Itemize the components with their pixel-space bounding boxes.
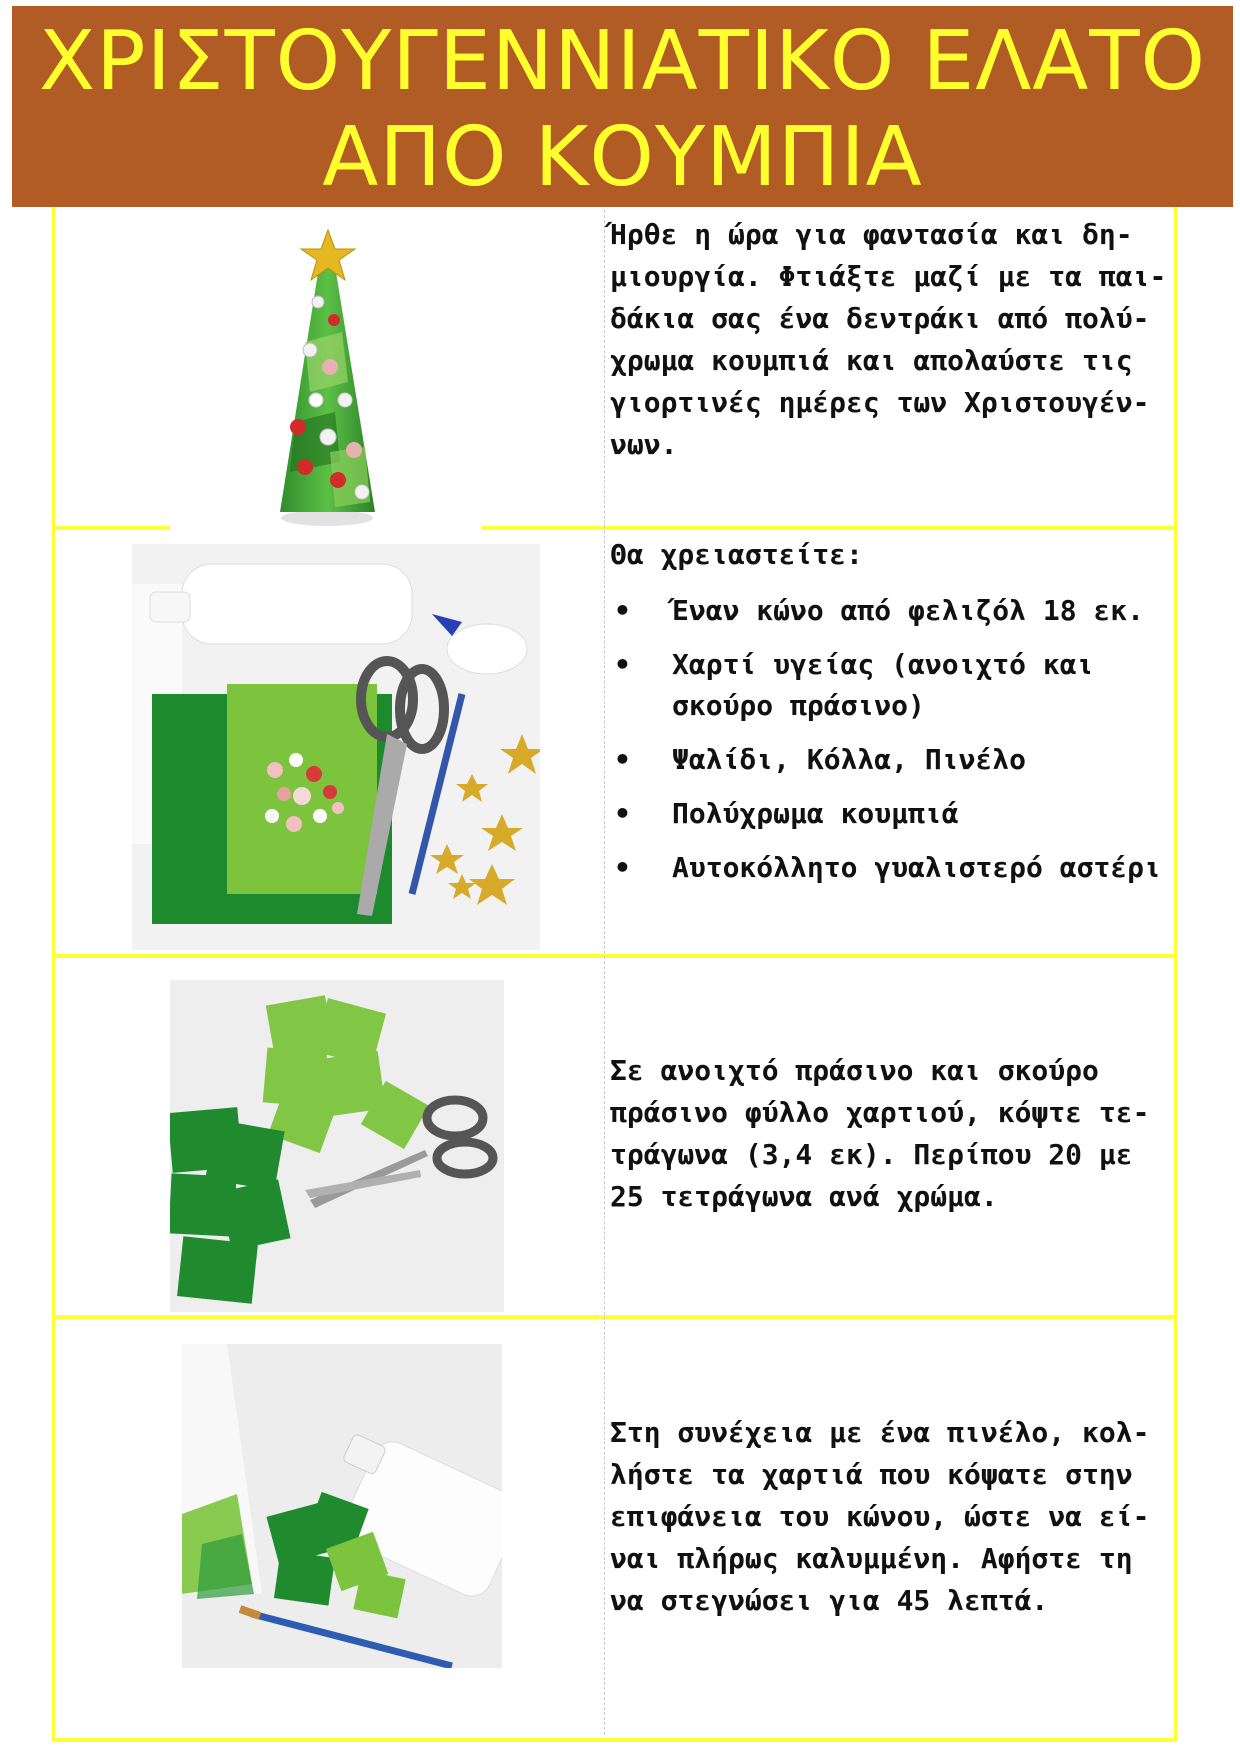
intro-line: χρωμα κουμπιά και απολαύστε τις xyxy=(610,344,1133,377)
bullet: • xyxy=(614,851,631,884)
step1-line: 25 τετράγωνα ανά χρώμα. xyxy=(610,1180,998,1213)
material-item-text: Αυτοκόλλητο γυαλιστερό αστέρι xyxy=(672,851,1161,884)
intro-line: μιουργία. Φτιάξτε μαζί με τα παι- xyxy=(610,260,1167,293)
materials-illustration xyxy=(132,544,540,950)
material-item-text: Ψαλίδι, Κόλλα, Πινέλο xyxy=(672,743,1027,776)
bullet: • xyxy=(614,648,631,681)
intro-text xyxy=(610,214,1170,466)
step1-line: πράσινο φύλλο χαρτιού, κόψτε τε- xyxy=(610,1096,1150,1129)
cut-squares-illustration xyxy=(170,980,504,1312)
list-item xyxy=(610,739,1170,780)
step2-line: Στη συνέχεια με ένα πινέλο, κολ- xyxy=(610,1416,1150,1449)
intro-line: Ήρθε η ώρα για φαντασία και δη- xyxy=(610,218,1133,251)
gluing-illustration xyxy=(182,1344,502,1668)
material-item-text: Έναν κώνο από φελιζόλ 18 εκ. xyxy=(672,594,1145,627)
list-item xyxy=(610,644,1170,726)
step1-text xyxy=(610,1050,1170,1218)
list-item xyxy=(610,793,1170,834)
row-divider-1a xyxy=(52,526,170,530)
title-banner xyxy=(12,6,1233,207)
table-border-left xyxy=(52,207,55,1742)
step2-text xyxy=(610,1412,1170,1622)
material-item-text: Πολύχρωμα κουμπιά xyxy=(672,797,959,830)
step1-line: τράγωνα (3,4 εκ). Περίπου 20 με xyxy=(610,1138,1133,1171)
intro-line: γιορτινές ημέρες των Χριστουγέν- xyxy=(610,386,1150,419)
column-divider xyxy=(604,210,605,1735)
list-item xyxy=(610,847,1170,888)
bullet: • xyxy=(614,594,631,627)
step2-line: επιφάνεια του κώνου, ώστε να εί- xyxy=(610,1500,1150,1533)
gluing-photo xyxy=(182,1344,502,1668)
list-item xyxy=(610,590,1170,631)
materials-list xyxy=(610,590,1170,888)
row-divider-3 xyxy=(52,1315,1177,1319)
row-divider-1b xyxy=(482,526,1176,530)
material-item-text: σκούρο πράσινο) xyxy=(672,689,925,722)
materials-photo xyxy=(132,544,540,950)
step1-line: Σε ανοιχτό πράσινο και σκούρο xyxy=(610,1054,1099,1087)
bullet: • xyxy=(614,743,631,776)
page-title-line1: ΧΡΙΣΤΟΥΓΕΝΝΙΑΤΙΚΟ ΕΛΑΤΟ xyxy=(38,14,1207,109)
intro-line: δάκια σας ένα δεντράκι από πολύ- xyxy=(610,302,1150,335)
intro-line: νων. xyxy=(610,428,678,461)
materials-block xyxy=(610,534,1170,901)
button-tree-illustration xyxy=(250,222,400,530)
step2-line: ναι πλήρως καλυμμένη. Αφήστε τη xyxy=(610,1542,1133,1575)
materials-heading: Θα χρειαστείτε: xyxy=(610,538,863,571)
step2-line: να στεγνώσει για 45 λεπτά. xyxy=(610,1584,1049,1617)
step2-line: λήστε τα χαρτιά που κόψατε στην xyxy=(610,1458,1133,1491)
cut-squares-photo xyxy=(170,980,504,1312)
page-title-line2: ΑΠΟ ΚΟΥΜΠΙΑ xyxy=(322,110,923,205)
row-divider-2 xyxy=(52,954,1177,958)
table-border-bottom xyxy=(52,1738,1177,1742)
bullet: • xyxy=(614,797,631,830)
table-border-right xyxy=(1174,207,1177,1742)
material-item-text: Χαρτί υγείας (ανοιχτό και xyxy=(672,648,1094,681)
finished-tree-photo xyxy=(250,222,400,530)
